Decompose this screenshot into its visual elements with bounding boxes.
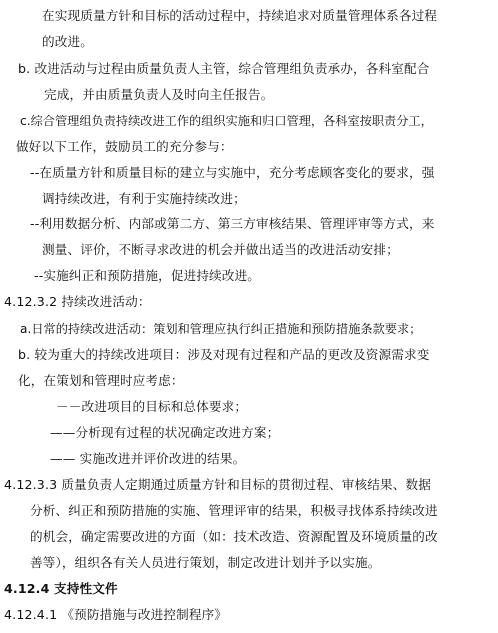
section-heading-4-12-4-1: 4.12.4.1 《预防措施与改进控制程序》 xyxy=(4,607,228,622)
text-line-3: b. 改进活动与过程由质量负责人主管，综合管理组负责承办，各科室配合 xyxy=(18,61,430,76)
text-line-14: b. 较为重大的持续改进项目：涉及对现有过程和产品的更改及资源需求变 xyxy=(18,347,430,362)
text-line-11: --实施纠正和预防措施，促进持续改进。 xyxy=(34,268,261,283)
section-heading-4-12-3-2: 4.12.3.2 持续改进活动： xyxy=(4,294,151,309)
text-line-17: ——分析现有过程的状况确定改进方案； xyxy=(50,425,280,440)
text-line-5: c.综合管理组负责持续改进工作的组织实施和归口管理，各科室按职责分工， xyxy=(20,114,433,128)
text-line-8: 调持续改进，有利于实施持续改进； xyxy=(42,191,246,206)
text-line-18: —— 实施改进并评价改进的结果。 xyxy=(50,451,246,466)
text-line-9: --利用数据分析、内部或第二方、第三方审核结果、管理评审等方式，来 xyxy=(30,216,435,231)
text-line-10: 测量、评价，不断寻求改进的机会并做出适当的改进活动安排； xyxy=(42,242,399,257)
text-line-2: 的改进。 xyxy=(42,34,93,49)
text-line-16: －－改进项目的目标和总体要求； xyxy=(56,399,248,414)
text-line-7: --在质量方针和质量目标的建立与实施中，充分考虑顾客变化的要求，强 xyxy=(30,165,435,180)
text-line-21: 的机会，确定需要改进的方面（如：技术改造、资源配置及环境质量的改 xyxy=(30,529,438,544)
text-line-4: 完成，并由质量负责人及时向主任报告。 xyxy=(44,87,274,102)
text-line-15: 化，在策划和管理时应考虑： xyxy=(18,373,184,388)
text-line-13: a.日常的持续改进活动：策划和管理应执行纠正措施和预防措施条款要求； xyxy=(20,322,422,336)
text-line-6: 做好以下工作，鼓励员工的充分参与： xyxy=(16,139,233,154)
text-line-22: 善等），组织各有关人员进行策划，制定改进计划并予以实施。 xyxy=(30,555,381,570)
section-heading-4-12-4: 4.12.4 支持性文件 xyxy=(4,581,118,596)
section-heading-4-12-3-3: 4.12.3.3 质量负责人定期通过质量方针和目标的贯彻过程、审核结果、数据 xyxy=(4,477,431,492)
text-line-20: 分析、纠正和预防措施的实施、管理评审的结果，积极寻找体系持续改进 xyxy=(30,503,438,518)
text-line-1: 在实现质量方针和目标的活动过程中，持续追求对质量管理体系各过程 xyxy=(42,8,438,23)
